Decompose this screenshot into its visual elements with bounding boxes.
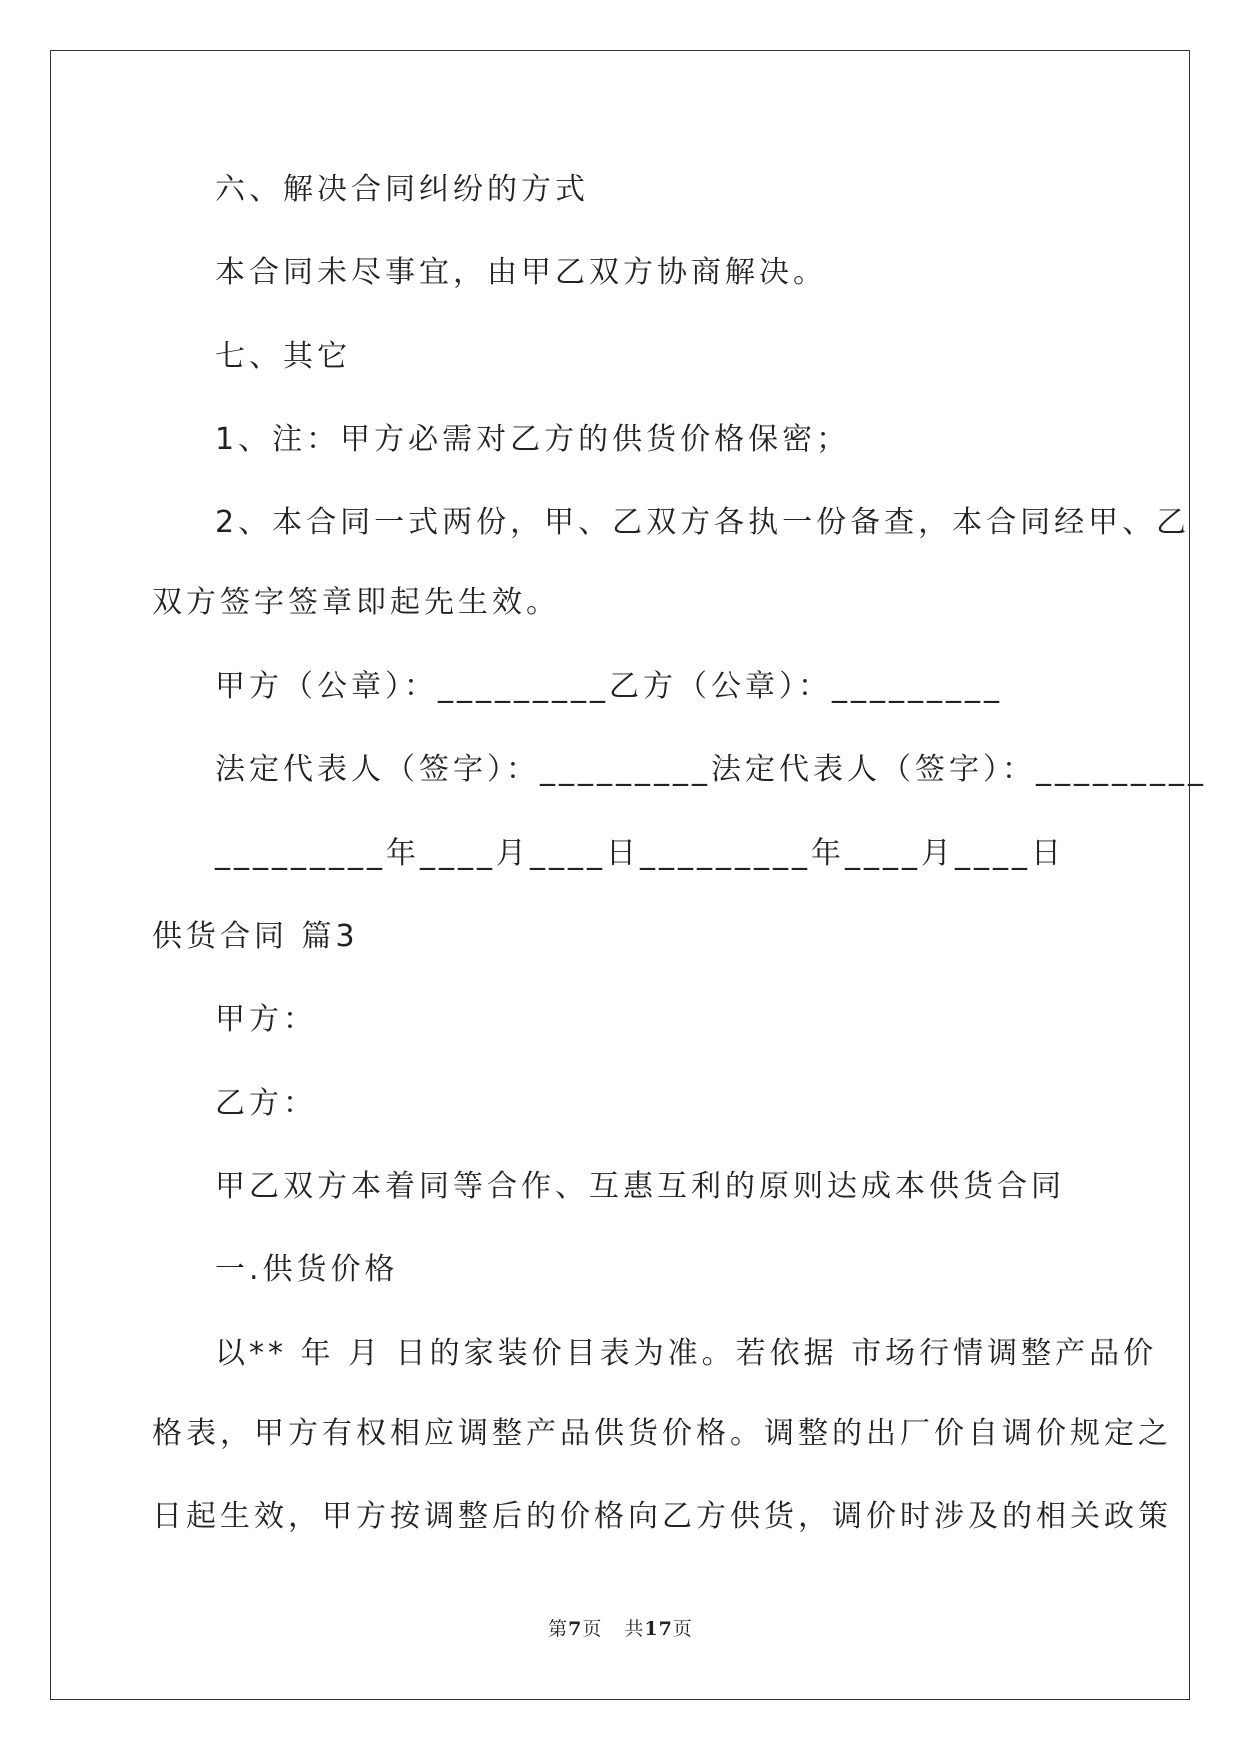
footer-total-prefix: 共 <box>624 1618 645 1640</box>
signature-line-date: _________年____月____日_________年____月____日 <box>215 836 1065 871</box>
party-a-label: 甲方： <box>215 1002 317 1037</box>
footer-prefix: 第 <box>548 1618 569 1640</box>
footer-page-number: 7 <box>568 1618 583 1640</box>
paragraph-line: 甲乙双方本着同等合作、互惠互利的原则达成本供货合同 <box>215 1169 1065 1204</box>
footer-total-pages: 17 <box>644 1618 673 1640</box>
paragraph-line: 格表，甲方有权相应调整产品供货价格。调整的出厂价自调价规定之 <box>152 1416 1172 1451</box>
paragraph-line: 2、本合同一式两份，甲、乙双方各执一份备查，本合同经甲、乙 <box>215 505 1191 540</box>
footer-page-suffix: 页 <box>582 1618 603 1640</box>
section-heading-other: 七、其它 <box>215 339 351 374</box>
party-b-label: 乙方： <box>215 1086 317 1121</box>
footer-total-suffix: 页 <box>672 1618 693 1640</box>
section-heading-dispute-resolution: 六、解决合同纠纷的方式 <box>215 172 589 207</box>
paragraph-line: 1、注：甲方必需对乙方的供货价格保密； <box>215 422 851 457</box>
paragraph-line: 本合同未尽事宜，由甲乙双方协商解决。 <box>215 255 827 290</box>
section-title-contract-3: 供货合同 篇3 <box>152 919 359 954</box>
paragraph-line: 双方签字签章即起先生效。 <box>152 585 560 620</box>
page-footer <box>0 1617 1241 1641</box>
signature-line-representative: 法定代表人（签字）：_________法定代表人（签字）：_________ <box>215 752 1207 787</box>
section-heading-supply-price: 一.供货价格 <box>215 1252 399 1287</box>
paragraph-line: 以** 年 月 日的家装价目表为准。若依据 市场行情调整产品价 <box>215 1336 1158 1371</box>
paragraph-line: 日起生效，甲方按调整后的价格向乙方供货，调价时涉及的相关政策 <box>152 1499 1172 1534</box>
signature-line-seal: 甲方（公章）：_________乙方（公章）：_________ <box>215 669 1003 704</box>
